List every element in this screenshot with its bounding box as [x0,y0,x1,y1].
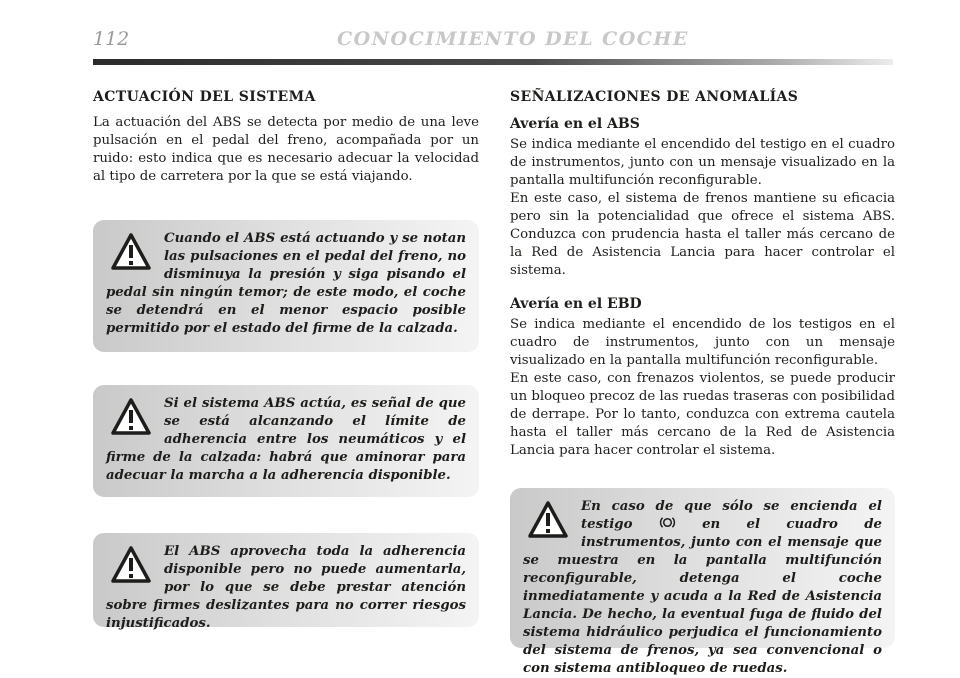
right-column [510,86,895,460]
section-heading-actuacion: ACTUACIÓN DEL SISTEMA [93,89,316,105]
brake-warning-light-icon [659,516,676,529]
warning-box-4 [510,488,895,676]
warning-box-1 [93,220,479,352]
subheading-averia-abs: Avería en el ABS [510,116,640,132]
subheading-averia-ebd: Avería en el EBD [510,296,642,312]
warning-text-1: Cuando el ABS está actuando y se notan las pulsaciones en el pedal del freno, no disminuya la presión y siga pisando el pedal sin ningún temor; de este modo, el coche se detendrá en el menor espacio posible permitido por el estado del firme de la calzada. [106,231,466,336]
page-number: 112 [93,28,130,50]
warning-text-2: Si el sistema ABS actúa, es señal de que se está alcanzando el límite de adherencia entre los neumáticos y el firme de la calzada: habrá que aminorar para adecuar la marcha a la adherencia disponible. [106,396,466,483]
warning-text-3: El ABS aprovecha toda la adherencia disponible pero no puede aumentarla, por lo que se debe prestar atención sobre firmes deslizantes para no correr riesgos injustificados. [106,544,466,631]
averia-ebd-paragraph-1: Se indica mediante el encendido de los testigos en el cuadro de instrumentos, junto con un mensaje visualizado en la pantalla multifunción reconfigurable. [510,317,895,368]
warning-text-4-after: en el cuadro de instrumentos, junto con el mensaje que se muestra en la pantalla multifunción reconfigurable, detenga el coche inmediatamente y acuda a la Red de Asistencia Lancia. De hecho, la eventual fuga de fluido del sistema hidráulico perjudica el funcionamiento del sistema de frenos, ya sea convencional o con sistema antibloqueo de ruedas. [523,517,883,676]
warning-box-2 [93,385,479,497]
actuacion-paragraph: La actuación del ABS se detecta por medio de una leve pulsación en el pedal del freno, acompañada por un ruido: esto indica que es necesario adecuar la velocidad al tipo de carretera por la que se está viajando. [93,115,479,184]
page-header [93,28,893,58]
section-heading-anomalias: SEÑALIZACIONES DE ANOMALÍAS [510,89,799,105]
left-column [93,86,479,186]
warning-text-4 [523,498,882,678]
warning-triangle-icon [527,500,569,540]
averia-abs-paragraph-2: En este caso, el sistema de frenos mantiene su eficacia pero sin la potencialidad que ofrece el sistema ABS. Conduzca con prudencia hasta el taller más cercano de la Red de Asistencia Lancia para hacer controlar el sistema. [510,191,895,278]
chapter-title: CONOCIMIENTO DEL COCHE [337,28,689,50]
averia-abs-paragraph-1: Se indica mediante el encendido del testigo en el cuadro de instrumentos, junto con un mensaje visualizado en la pantalla multifunción reconfigurable. [510,137,895,188]
header-rule [93,59,893,65]
warning-triangle-icon [110,545,152,585]
averia-ebd-paragraph-2: En este caso, con frenazos violentos, se puede producir un bloqueo precoz de las ruedas traseras con posibilidad de derrape. Por lo tanto, conduzca con extrema cautela hasta el taller más cercano de la Red de Asistencia Lancia para hacer controlar el sistema. [510,371,895,458]
warning-box-3 [93,533,479,631]
warning-triangle-icon [110,397,152,437]
warning-text-4-before: En caso de que sólo se encienda el testigo [581,499,882,532]
warning-triangle-icon [110,232,152,272]
